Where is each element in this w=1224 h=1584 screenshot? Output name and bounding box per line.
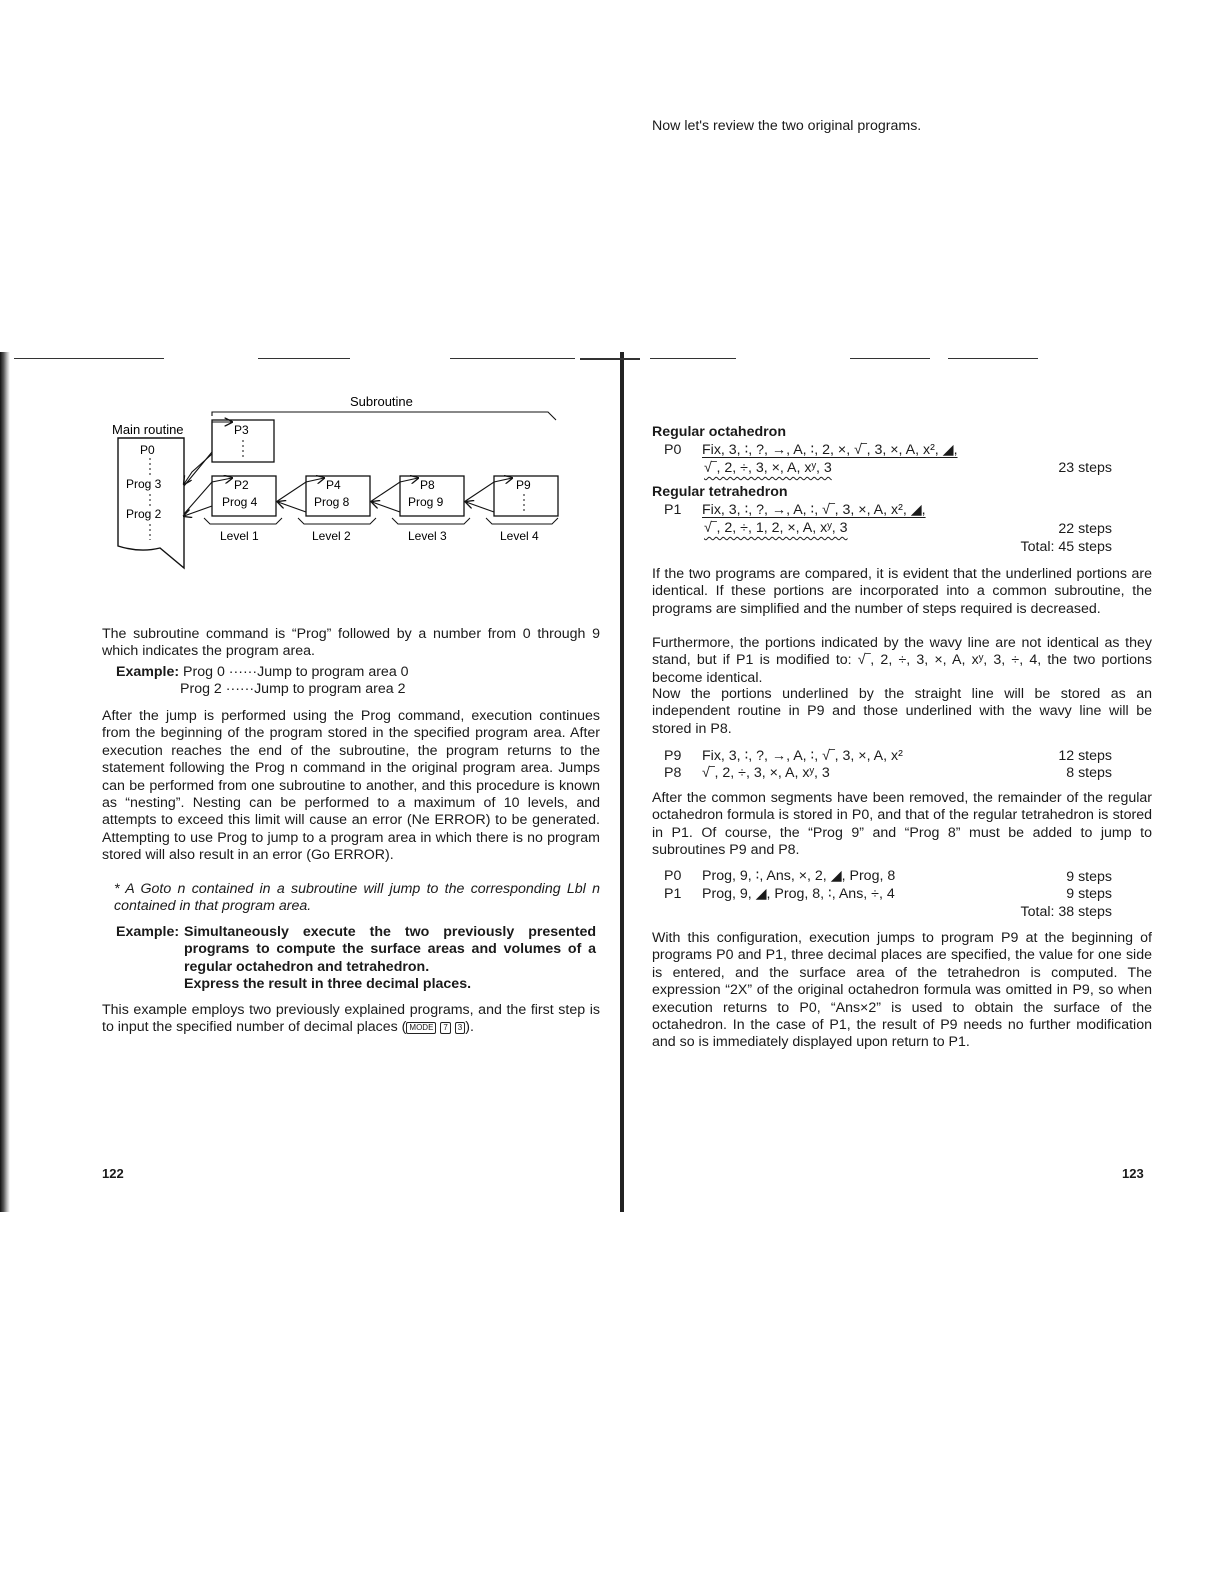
tetra-line-2: √‾, 2, ÷, 1, 2, ×, A, xʸ, 3 bbox=[704, 520, 848, 536]
note-paragraph: * A Goto n contained in a subroutine will jump to the corresponding Lbl n contained in that program area. bbox=[114, 881, 600, 915]
p8-steps: 8 steps bbox=[1066, 765, 1112, 781]
configuration-paragraph: With this configuration, execution jumps to program P9 at the beginning of programs P0 and P1, three decimal places are specified, the value for one side is entered, and the surface area of the tetrahedron is computed. The expression “2X” of the original octahedron formula was omitted in P9, so when execution returns to P0, “Ans×2” is used to obtain the surface of the octahedron. In the case of P1, the result of P9 needs no further modification and so is immediately displayed upon return to P1. bbox=[652, 930, 1152, 1051]
p8-label: P8 bbox=[664, 765, 682, 781]
return-arrow bbox=[466, 502, 494, 512]
total-steps-1: Total: 45 steps bbox=[1020, 539, 1112, 555]
p9-steps: 12 steps bbox=[1058, 748, 1112, 764]
return-arrow bbox=[278, 502, 306, 512]
compare-paragraph: If the two programs are compared, it is evident that the underlined portions are identical. If these portions are incorporated into a common subroutine, the programs are simplified and the number of steps required is decreased. bbox=[652, 566, 1152, 617]
p9-code: Fix, 3, ∶, ?, →, A, ∶, √‾, 3, ×, A, x² bbox=[702, 748, 903, 764]
octa-line-2: √‾, 2, ÷, 3, ×, A, xʸ, 3 bbox=[704, 460, 832, 476]
p1-steps: 9 steps bbox=[1066, 886, 1112, 902]
octa-heading: Regular octahedron bbox=[652, 424, 787, 440]
p0-steps: 9 steps bbox=[1066, 869, 1112, 885]
closing-text: This example employs two previously explained programs, and the first step is to input the specified number of decimal places ( bbox=[102, 1002, 600, 1036]
intro-paragraph: The subroutine command is “Prog” followed by a number from 0 through 9 which indicates the program area. bbox=[102, 626, 600, 660]
top-rule bbox=[580, 358, 640, 360]
top-rule bbox=[14, 358, 164, 359]
p0-label: P0 bbox=[140, 443, 155, 457]
p9-label: P9 bbox=[516, 478, 531, 492]
body-paragraph: After the jump is performed using the Prog command, execution continues from the beginning of the program stored in the specified program area. After execution reaches the end of the subroutine, the program returns to the statement following the Prog n command in the original program area. Jumps can be performed from one subroutine to another, and this procedure is known as “nesting”. Nesting can be performed to a maximum of 10 levels, and attempts to exceed this limit will cause an error (Ne ERROR) to be generated. Attempting to use Prog to jump to a program area in which there is no program stored will also result in an error (Go ERROR). bbox=[102, 708, 600, 864]
right-intro: Now let's review the two original programs. bbox=[652, 118, 922, 134]
tetra-steps: 22 steps bbox=[1058, 521, 1112, 537]
page-number-left: 122 bbox=[102, 1166, 124, 1181]
main-routine-label: Main routine bbox=[112, 422, 184, 437]
level2-label: Level 2 bbox=[312, 529, 351, 543]
octa-line-1: Fix, 3, ∶, ?, →, A, ∶, 2, ×, √‾, 3, ×, A, x², ◢, bbox=[702, 442, 958, 458]
level1-label: Level 1 bbox=[220, 529, 259, 543]
p8-code: √‾, 2, ÷, 3, ×, A, xʸ, 3 bbox=[702, 765, 830, 781]
tetra-p1-label: P1 bbox=[664, 502, 682, 518]
jump-arrow bbox=[464, 478, 512, 502]
level-bracket bbox=[486, 518, 558, 524]
p1-code: Prog, 9, ◢, Prog, 8, ∶, Ans, ÷, 4 bbox=[702, 886, 895, 902]
mode-key: MODE bbox=[406, 1022, 436, 1034]
store-paragraph: Now the portions underlined by the straight line will be stored as an independent routine in P9 and those underlined with the wavy line will be stored in P8. bbox=[652, 686, 1152, 737]
book-spine bbox=[620, 352, 624, 1212]
level-bracket bbox=[298, 518, 376, 524]
level-bracket bbox=[392, 518, 470, 524]
prog3-label: Prog 3 bbox=[126, 477, 162, 491]
example2-text: Simultaneously execute the two previously presented programs to compute the surface areas and volumes of a regular octahedron and tetrahedron. bbox=[184, 924, 596, 975]
prog4-label: Prog 4 bbox=[222, 495, 258, 509]
level4-label: Level 4 bbox=[500, 529, 539, 543]
top-rule bbox=[450, 358, 575, 359]
key-3: 3 bbox=[455, 1022, 465, 1034]
top-rule bbox=[650, 358, 736, 359]
remainder-paragraph: After the common segments have been removed, the remainder of the regular octahedron formula is stored in P0, and that of the regular tetrahedron is stored in P1. Of course, the “Prog 9” and “Prog 8” must be added to jump to subroutines P9 and P8. bbox=[652, 790, 1152, 859]
example-line-2: Prog 2 ······Jump to program area 2 bbox=[180, 681, 406, 697]
p0-code: Prog, 9, ∶, Ans, ×, 2, ◢, Prog, 8 bbox=[702, 868, 896, 884]
page-number-right: 123 bbox=[1122, 1166, 1144, 1181]
scan-edge bbox=[0, 352, 10, 1212]
tetra-heading: Regular tetrahedron bbox=[652, 484, 788, 500]
top-rule bbox=[948, 358, 1038, 359]
nesting-diagram bbox=[100, 388, 580, 578]
main-routine-box bbox=[118, 438, 184, 568]
octa-p0-label: P0 bbox=[664, 442, 682, 458]
example2-label: Example: bbox=[116, 924, 180, 940]
total-steps-2: Total: 38 steps bbox=[1020, 904, 1112, 920]
example-row-1 bbox=[116, 664, 409, 681]
closing-end: ). bbox=[465, 1019, 474, 1036]
subroutine-bracket bbox=[212, 412, 556, 420]
example-line-1: Prog 0 ······Jump to program area 0 bbox=[183, 664, 409, 680]
p3-label: P3 bbox=[234, 423, 249, 437]
p0-label: P0 bbox=[664, 868, 682, 884]
p4-label: P4 bbox=[326, 478, 341, 492]
example2-text-2: Express the result in three decimal places. bbox=[184, 976, 472, 992]
p9-label: P9 bbox=[664, 748, 682, 764]
tetra-line-1: Fix, 3, ∶, ?, →, A, ∶, √‾, 3, ×, A, x², ◢, bbox=[702, 502, 926, 518]
p1-label: P1 bbox=[664, 886, 682, 902]
closing-paragraph bbox=[102, 1002, 600, 1037]
level3-label: Level 3 bbox=[408, 529, 447, 543]
top-rule bbox=[850, 358, 930, 359]
octa-steps: 23 steps bbox=[1058, 460, 1112, 476]
prog9-label: Prog 9 bbox=[408, 495, 444, 509]
p2-label: P2 bbox=[234, 478, 249, 492]
p8-label: P8 bbox=[420, 478, 435, 492]
example-label: Example: bbox=[116, 664, 180, 680]
prog8-label: Prog 8 bbox=[314, 495, 350, 509]
subroutine-label: Subroutine bbox=[350, 394, 413, 409]
top-rule bbox=[258, 358, 350, 359]
prog2-label: Prog 2 bbox=[126, 507, 162, 521]
level-bracket bbox=[204, 518, 282, 524]
return-arrow bbox=[184, 506, 212, 516]
key-7: 7 bbox=[440, 1022, 450, 1034]
wavy-paragraph: Furthermore, the portions indicated by the wavy line are not identical as they stand, but if P1 is modified to: √‾, 2, ÷, 3, ×, A, xʸ, 3, ÷, 4, the two portions become identical. bbox=[652, 635, 1152, 686]
return-arrow bbox=[372, 502, 400, 512]
